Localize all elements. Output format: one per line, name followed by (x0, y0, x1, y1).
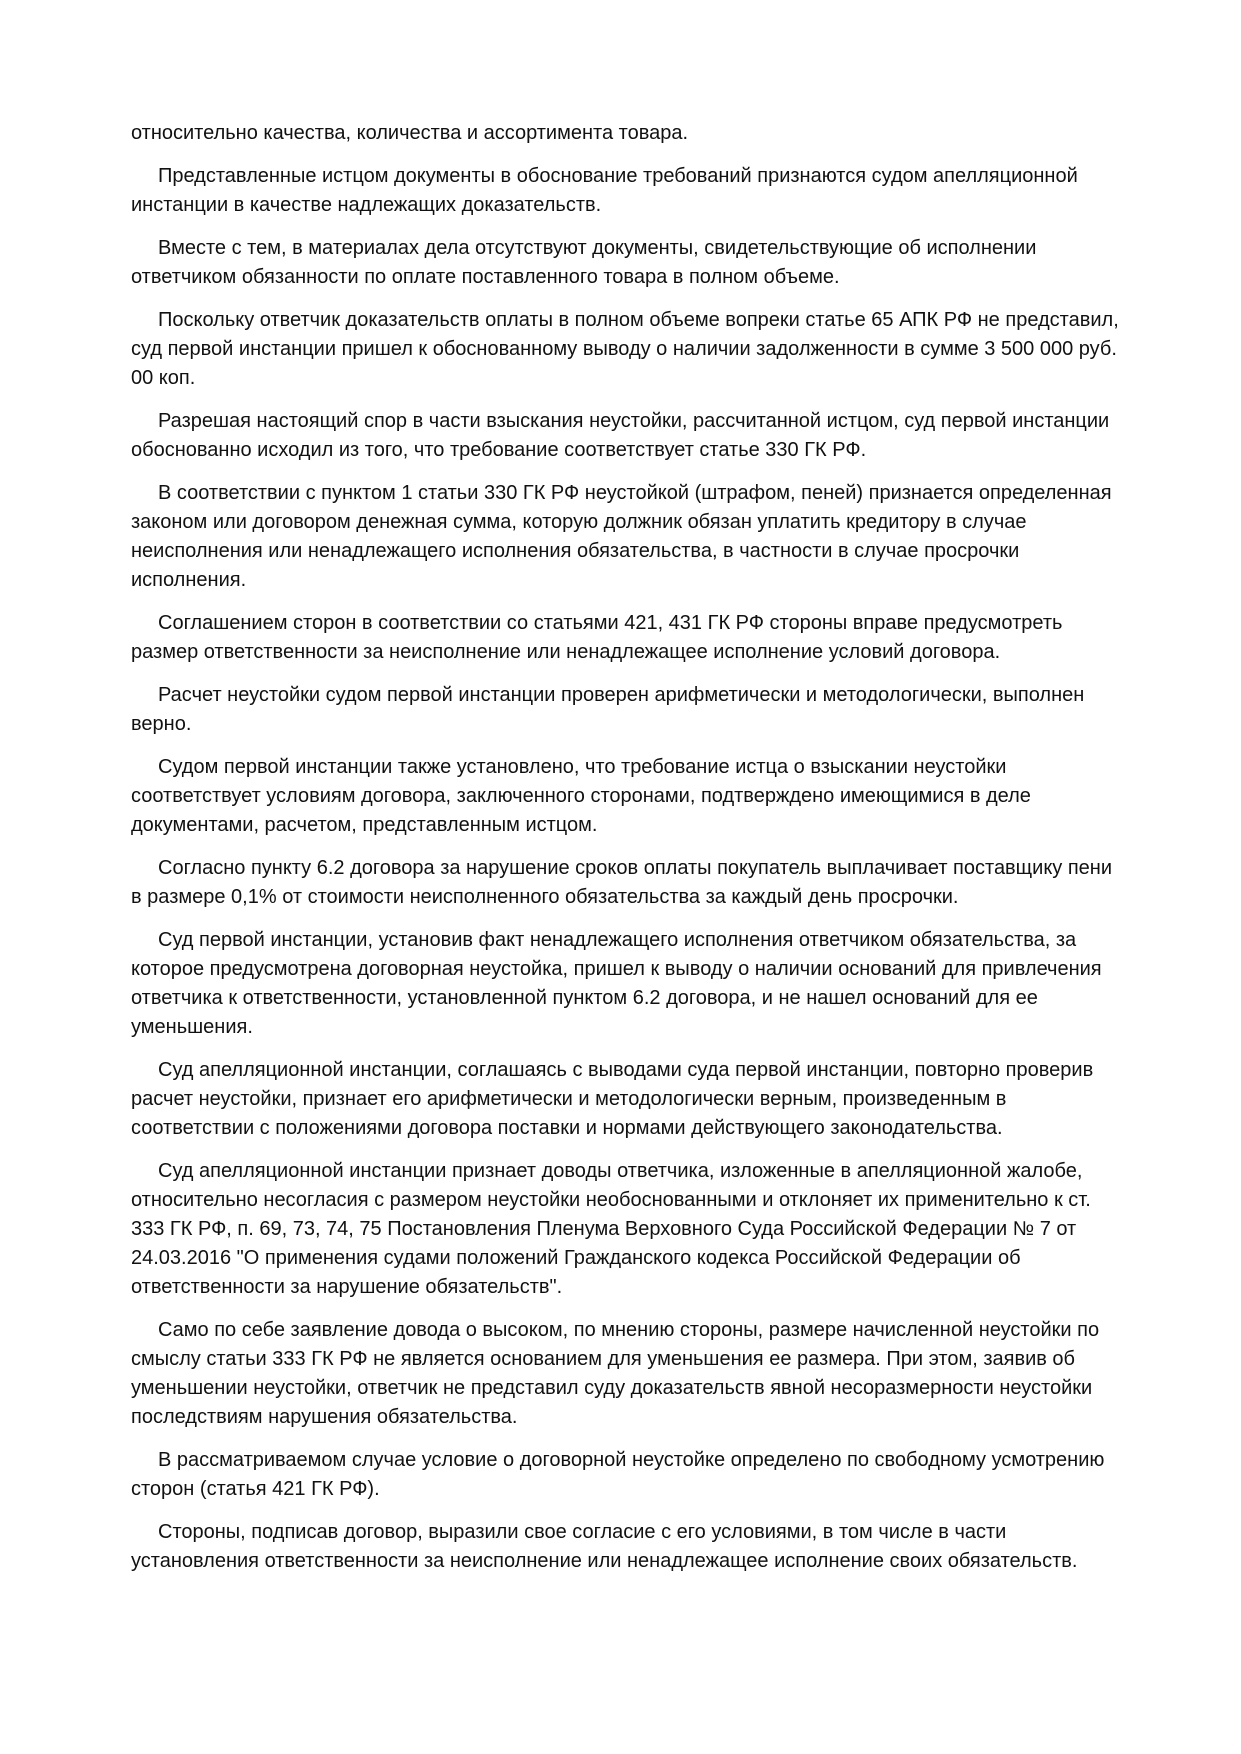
paragraph-15: В рассматриваемом случае условие о договорной неустойке определено по свободному усмотрению сторон (статья 421 ГК РФ). (131, 1449, 1105, 1500)
paragraph-1: относительно качества, количества и ассортимента товара. (131, 122, 689, 144)
paragraph-8: Расчет неустойки судом первой инстанции проверен арифметически и методологически, выполнен верно. (131, 684, 1085, 735)
paragraph-16: Стороны, подписав договор, выразили свое согласие с его условиями, в том числе в части установления ответственности за неисполнение или ненадлежащее исполнение своих обязательств. (131, 1521, 1078, 1572)
paragraph-3: Вместе с тем, в материалах дела отсутствуют документы, свидетельствующие об исполнении ответчиком обязанности по оплате поставленного товара в полном объеме. (131, 237, 1037, 288)
paragraph-12: Суд апелляционной инстанции, соглашаясь с выводами суда первой инстанции, повторно проверив расчет неустойки, признает его арифметически и методологически верным, произведенным в соответствии с положениями договора поставки и нормами действующего законодательства. (131, 1059, 1094, 1139)
paragraph-6: В соответствии с пунктом 1 статьи 330 ГК РФ неустойкой (штрафом, пеней) признается определенная законом или договором денежная сумма, которую должник обязан уплатить кредитору в случае неисполнения или ненадлежащего исполнения обязательства, в частности в случае просрочки исполнения. (131, 482, 1112, 591)
paragraph-5: Разрешая настоящий спор в части взыскания неустойки, рассчитанной истцом, суд первой инстанции обоснованно исходил из того, что требование соответствует статье 330 ГК РФ. (131, 410, 1110, 461)
paragraph-2: Представленные истцом документы в обоснование требований признаются судом апелляционной инстанции в качестве надлежащих доказательств. (131, 165, 1078, 216)
paragraph-11: Суд первой инстанции, установив факт ненадлежащего исполнения ответчиком обязательства, за которое предусмотрена договорная неустойка, пришел к выводу о наличии оснований для привлечения ответчика к ответственности, установленной пунктом 6.2 договора, и не нашел оснований для ее уменьшения. (131, 929, 1102, 1038)
paragraph-13: Суд апелляционной инстанции признает доводы ответчика, изложенные в апелляционной жалобе, относительно несогласия с размером неустойки необоснованными и отклоняет их применительно к ст. 333 ГК РФ, п. 69, 73, 74, 75 Постановления Пленума Верховного Суда Российской Федерации № 7 от 24.03.2016 "О применения судами положений Гражданского кодекса Российской Федерации об ответственности за нарушение обязательств". (131, 1160, 1091, 1298)
paragraph-10: Согласно пункту 6.2 договора за нарушение сроков оплаты покупатель выплачивает поставщику пени в размере 0,1% от стоимости неисполненного обязательства за каждый день просрочки. (131, 857, 1113, 908)
paragraph-9: Судом первой инстанции также установлено, что требование истца о взыскании неустойки соответствует условиям договора, заключенного сторонами, подтверждено имеющимися в деле документами, расчетом, представленным истцом. (131, 756, 1031, 836)
paragraph-14: Само по себе заявление довода о высоком, по мнению стороны, размере начисленной неустойки по смыслу статьи 333 ГК РФ не является основанием для уменьшения ее размера. При этом, заявив об уменьшении неустойки, ответчик не представил суду доказательств явной несоразмерности неустойки последствиям нарушения обязательства. (131, 1319, 1100, 1428)
paragraph-4: Поскольку ответчик доказательств оплаты в полном объеме вопреки статье 65 АПК РФ не представил, суд первой инстанции пришел к обоснованному выводу о наличии задолженности в сумме 3 500 000 руб. 00 коп. (131, 309, 1119, 389)
paragraph-7: Соглашением сторон в соответствии со статьями 421, 431 ГК РФ стороны вправе предусмотреть размер ответственности за неисполнение или ненадлежащее исполнение условий договора. (131, 612, 1063, 663)
document-body (131, 119, 1121, 1590)
